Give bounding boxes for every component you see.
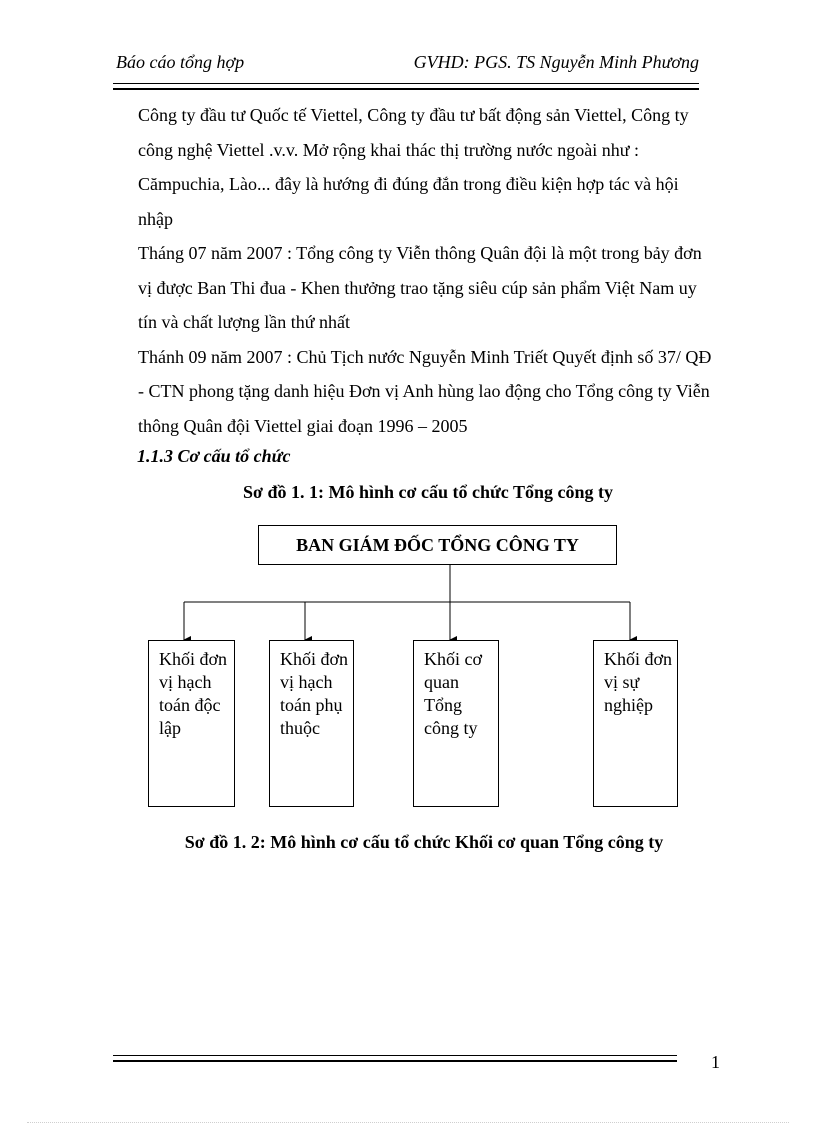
paragraph-3: Thánh 09 năm 2007 : Chủ Tịch nước Nguyễn Minh Triết Quyết định số 37/ QĐ - CTN phong tặng danh hiệu Đơn vị Anh hùng lao động cho Tổng công ty Viễn thông Quân đội Viettel giai đoạn 1996 – 2005 [138,346,712,436]
org-unit-label-3: Khối cơ quan Tổng công ty [424,649,483,738]
diagram-caption-2: Sơ đồ 1. 2: Mô hình cơ cấu tổ chức Khối cơ quan Tổng công ty [184,832,664,852]
footer-rule-top [113,1055,677,1056]
diagram-caption-1: Sơ đồ 1. 1: Mô hình cơ cấu tổ chức Tổng công ty [243,482,613,502]
header-right-advisor: GVHD: PGS. TS Nguyễn Minh Phương [413,52,699,72]
paragraph-1: Công ty đầu tư Quốc tế Viettel, Công ty đầu tư bất động sản Viettel, Công ty công nghệ Viettel .v.v. Mở rộng khai thác thị trường nước ngoài như : Cămpuchia, Lào... đây là hướng đi đúng đắn trong điều kiện hợp tác và hội nhập [138,105,689,229]
org-unit-label-2: Khối đơn vị hạch toán phụ thuộc [280,649,349,738]
org-unit-box-1 [148,640,235,807]
paragraph-2: Tháng 07 năm 2007 : Tổng công ty Viễn thông Quân đội là một trong bảy đơn vị được Ban Thi đua - Khen thưởng trao tặng siêu cúp sản phẩm Việt Nam uy tín và chất lượng lần thứ nhất [138,243,702,332]
org-unit-box-2 [269,640,354,807]
header-left-title: Báo cáo tổng hợp [116,52,245,72]
org-top-box: BAN GIÁM ĐỐC TỔNG CÔNG TY [258,525,617,565]
org-unit-label-4: Khối đơn vị sự nghiệp [604,649,673,715]
section-heading: 1.1.3 Cơ cấu tổ chức [137,446,291,466]
org-unit-label-1: Khối đơn vị hạch toán độc lập [159,649,228,738]
footer-rule-bottom [113,1060,677,1062]
org-unit-box-3 [413,640,499,807]
org-unit-box-4 [593,640,678,807]
page-number: 1 [711,1052,720,1072]
